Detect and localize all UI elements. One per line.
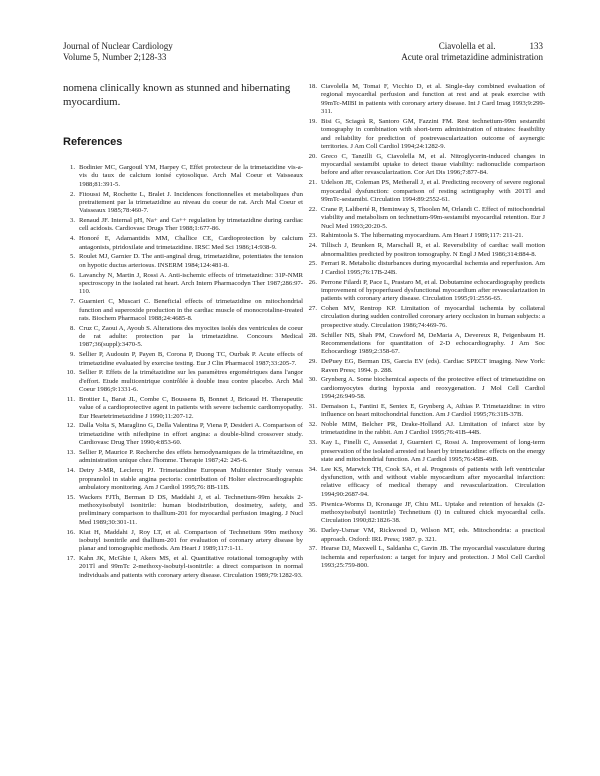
reference-text: Sellier P, Audouin P, Payen B, Corona P, Duong TC, Ourbak P. Acute effects of trimetazidine evaluated by exercise testing. Eur J Clin Pharmacol 1987;33:205-7. [79, 351, 303, 367]
reference-number: 20. [308, 152, 317, 160]
reference-item [63, 529, 303, 554]
reference-item [63, 298, 303, 323]
reference-number: 1. [69, 164, 75, 171]
reference-item [305, 83, 545, 116]
reference-item [63, 449, 303, 466]
reference-number: 36. [308, 527, 317, 535]
journal-name: Journal of Nuclear Cardiology [63, 41, 173, 51]
reference-number: 28. [308, 331, 317, 339]
reference-text: Bisi G, Sciagrà R, Santoro GM, Fazzini FM. Rest technetium-99m sestamibi tomography in combination with short-term administration of nitrates: feasibility and reliability for prediction of postrevascularization outcome of asynergic territories. J Am Coll Cardiol 1994;24:1282-9. [321, 117, 545, 150]
reference-item [305, 232, 545, 240]
reference-text: Fitoussi M, Rochette L, Bralet J. Incidences fonctionnelles et metaboliques d'un pretraitement par la trimetazidine au niveau du coeur de rat. Arch Mal Coeur et Vaisseaux 1985;78:460-7. [79, 190, 303, 215]
reference-number: 24. [308, 242, 317, 250]
reference-number: 14. [66, 467, 75, 475]
reference-item [63, 164, 303, 189]
reference-text: Demaison L, Fantini E, Sentex E, Grynberg A, Athias P. Trimetazidine: in vitro influence on heart mitochondrial function. Am J Cardiol 1995;76:31B-37B. [321, 402, 545, 419]
reference-number: 30. [308, 376, 317, 384]
reference-item [63, 325, 303, 350]
reference-item [305, 179, 545, 204]
header-authors: Ciavolella et al. [438, 41, 496, 51]
reference-text: Greco C, Tanzilli G, Ciavolella M, et al. Nitroglycerin-induced changes in myocardial sestamibi uptake to detect tissue viability: radionuclide comparison before and after revascularization. Cor Art Dis 1996;7:877-84. [321, 152, 545, 177]
reference-text: Cohen MV, Rentrop KP. Limitation of myocardial ischemia by collateral circulation during sudden controlled coronary artery occlusion in human subjects: a prospective study. Circulation 1986;74:469-76. [321, 305, 545, 329]
reference-number: 4. [69, 235, 75, 243]
journal-volume: Volume 5, Number 2;128-33 [63, 52, 167, 62]
reference-number: 23. [308, 232, 317, 240]
reference-text: Kay L, Finelli C, Aussedat J, Guarnieri C, Rossi A. Improvement of long-term preservation of the isolated arrested rat heart by trimetazidine: effects on the energy state and mitochondrial function. Am J Cardiol 1995;76:45B-49B. [321, 439, 545, 463]
reference-text: Lee KS, Marwick TH, Cook SA, et al. Prognosis of patients with left ventricular dysfunction, with and without viable myocardium after myocardial infarction: relative efficacy of medical therapy and revascularization. Circulation 1994;90:2687-94. [321, 465, 545, 498]
reference-text: Crane P, Laliberté R, Heminway S, Thoolen M, Orlandi C. Effect of mitochondrial viability and metabolism on technetium-99m-sestamibi myocardial retention. Eur J Nucl Med 1993;20:20-5. [321, 205, 545, 230]
reference-item [63, 351, 303, 368]
reference-number: 15. [66, 493, 75, 501]
reference-text: Ciavolella M, Tomai F, Vicchio D, et al. Single-day combined evaluation of regional myocardial perfusion and function at rest and at peak exercise with 99mTc-MIBI in patients with coronary artery disease. Int J Card Imag 1993;9:299-311. [321, 83, 545, 116]
reference-text: Roulet MJ, Garnier D. The anti-anginal drug, trimetazidine, potentiates the tension on hypotic ductus arteriosus. INSERM 1984;124:481-8. [79, 253, 303, 269]
reference-text: Wackers FJTh, Berman D DS, Maddahi J, et al. Technetium-99m hexakis 2-methoxyisobutyl isonitrile: human biodistribution, dosimetry, safety, and preliminary comparison to thallium-201 for myocardial perfusion imaging. J Nucl Med 1989;30:301-11. [79, 493, 303, 526]
reference-text: Honoré E, Adamantidis MM, Challice CE, Cardioprotection by calcium antagonists, piridoxilate and trimetazidine. IRSC Med Sci 1986;14:938-9. [79, 235, 303, 251]
reference-number: 13. [66, 449, 75, 456]
reference-item [63, 253, 303, 270]
reference-number: 2. [69, 190, 75, 198]
reference-item [63, 369, 303, 394]
reference-number: 35. [308, 500, 317, 508]
reference-number: 18. [308, 83, 317, 90]
reference-text: Rahimtoola S. The hibernating myocardium. Am Heart J 1989;117: 211-21. [321, 232, 524, 240]
reference-text: Tillisch J, Brunken R, Marschall R, et al. Reversibility of cardiac wall motion abnormalities predicted by positron tomography. N Engl J Med 1986;314:884-8. [321, 242, 545, 258]
reference-item [63, 272, 303, 297]
reference-number: 10. [66, 369, 75, 377]
reference-item [305, 439, 545, 464]
reference-text: Detry J-MR, Leclercq PJ. Trimetazidine European Multicenter Study versus propranolol in stable angina pectoris: contribution of Holter electrocardiographic ambulatory monitoring. Am J Cardiol 1995;76: 8B-11B. [79, 467, 303, 491]
reference-item [63, 191, 303, 216]
reference-text: Sellier P, Maurice P. Recherche des effets hemodynamiques de la trimétazidine, en administration unique chez l'homme. Therapie 1987;42: 245-6. [79, 449, 303, 465]
reference-item [63, 235, 303, 252]
page-number: 133 [529, 41, 543, 51]
reference-number: 9. [69, 351, 75, 359]
reference-item [63, 217, 303, 234]
reference-number: 22. [308, 205, 317, 213]
reference-item [63, 555, 303, 580]
reference-number: 7. [69, 298, 75, 306]
reference-item [305, 358, 545, 375]
reference-number: 5. [69, 253, 75, 261]
reference-text: Lavanchy N, Martin J, Rossi A. Anti-ischemic effects of trimetazidine: 31P-NMR spectroscopy in the isolated rat heart. Arch Intern Pharmacodyn Ther 1987;286:97-110. [79, 271, 303, 296]
reference-number: 3. [69, 217, 75, 225]
reference-item [305, 403, 545, 420]
running-header-left [63, 41, 173, 63]
reference-text: Ferrari R. Metabolic disturbances during myocardial ischemia and reperfusion. Am J Cardiol 1995;76:17B-24B. [321, 260, 545, 276]
reference-text: Noble MIM, Belcher PR, Drake-Holland AJ. Limitation of infarct size by trimetazidine in the rabbit. Am J Cardiol 1995;76:41B-44B. [321, 421, 545, 437]
reference-text: Kahn JK, McGhie I, Akers MS, et al. Quantitative rotational tomography with 201Tl and 99mTc 2-methoxy-isobutyl-isonitrile: a direct comparison in normal individuals and patients with coronary artery disease. Circulation 1989;79:1282-93. [79, 555, 303, 579]
reference-item [63, 396, 303, 421]
reference-number: 32. [308, 421, 317, 429]
reference-number: 31. [308, 402, 317, 410]
reference-number: 6. [69, 271, 75, 279]
reference-number: 19. [308, 117, 317, 125]
reference-item [305, 527, 545, 544]
reference-item [305, 153, 545, 178]
reference-list-left [63, 164, 303, 580]
reference-number: 27. [308, 305, 317, 313]
reference-number: 34. [308, 465, 317, 473]
reference-item [305, 332, 545, 357]
reference-text: Cruz C, Zaoui A, Ayoub S. Alterations des myocites isolés des ventricules de coeur de rat adulte: protection par la trimetazidine. Concours Medical 1987;36(suppl):3470-5. [79, 324, 303, 349]
right-column [305, 83, 545, 572]
reference-text: Hearse DJ, Maxwell L, Saldanha C, Gavin JB. The myocardial vasculature during ischemia and reperfusion: a target for injury and protection. J Mol Cell Cardiol 1993;25:759-800. [321, 545, 545, 570]
references-heading: References [63, 136, 123, 148]
left-column [63, 82, 303, 582]
reference-text: Renaud JF. Internal pH, Na+ and Ca++ regulation by trimetazidine during cardiac cell acidosis. Cardiovasc Drugs Ther 1988;1:677-86. [79, 217, 303, 233]
reference-text: Bodinier MC, Gargouil YM, Harpey C, Effet protecteur de la trimetazidine vis-a-vis du taux de calcium ionisé cytosolique. Arch Mal Coeur et Vaisseaux 1988;81:391-5. [79, 164, 303, 188]
reference-number: 29. [308, 358, 317, 366]
reference-item [305, 305, 545, 330]
reference-item [305, 545, 545, 570]
reference-text: Udelson JE, Coleman PS, Metherall J, et al. Predicting recovery of severe regional myocardial dysfunction: comparison of resting scintigraphy with 201Tl and 99mTc-sestamibi. Circulation 1994:89:2552-61. [321, 179, 545, 203]
reference-item [305, 118, 545, 151]
reference-number: 12. [66, 422, 75, 430]
reference-number: 16. [66, 528, 75, 536]
reference-number: 8. [69, 324, 75, 332]
continued-body-text: nomena clinically known as stunned and hibernating myocardium. [63, 82, 291, 108]
header-short-title: Acute oral trimetazidine administration [401, 52, 543, 62]
reference-number: 11. [66, 395, 75, 403]
reference-number: 17. [66, 555, 75, 563]
reference-item [305, 279, 545, 304]
reference-text: Perrone Filardi P, Pace L, Prastaro M, et al. Dobutamine echocardiography predicts improvement of hypoperfused dysfunctional myocardium after revascularization in patients with coronary artery disease. Circulation 1995;91:2556-65. [321, 278, 545, 303]
reference-item [63, 494, 303, 527]
reference-text: Darley-Usmar VM, Rickwood D, Wilson MT, eds. Mitochondria: a practical approach. Oxford: IRL Press; 1987. p. 321. [321, 527, 545, 543]
reference-item [305, 260, 545, 277]
reference-text: Grynberg A. Some biochemical aspects of the protective effect of trimetazidine on cardiomyocytes during hypoxia and reoxygenation. J Mol Cell Cardiol 1994;26:949-58. [321, 376, 545, 401]
reference-text: Kiat H, Maddahi J, Roy LT, et al. Comparison of Technetium 99m methoxy isobutyl isonitrile and thallium-201 for evaluation of coronary artery disease by planar and tomographic methods. Am Heart J 1989;117:1-11. [79, 528, 303, 553]
reference-number: 37. [308, 545, 317, 553]
reference-list-right [305, 83, 545, 570]
reference-item [63, 467, 303, 492]
reference-item [305, 242, 545, 259]
reference-item [305, 376, 545, 401]
reference-item [305, 206, 545, 231]
reference-number: 33. [308, 439, 317, 447]
reference-text: Sellier P. Effets de la trimétazidine sur les paramètres ergométriques dans l'angor d'effort. Etude multicentrique contrôlée à double insu contre placebo. Arch Mal Coeur 1986;9:1331-6. [79, 369, 303, 394]
reference-text: DePuey EG, Berman DS, Garcia EV (eds). Cardiac SPECT imaging. New York: Raven Press; 1994. p. 288. [321, 358, 545, 374]
reference-item [305, 421, 545, 438]
reference-number: 26. [308, 278, 317, 286]
reference-text: Brottier L, Barat JL, Combe C, Boussens B, Bonnet J, Bricaud H. Therapeutic value of a cardioprotective agent in patients with severe ischemic cardiomyopathy. Eur Heartetrimetazidine J 1990;11:207-12. [79, 395, 303, 420]
reference-text: Guarnieri C, Muscari C. Beneficial effects of trimetazidine on mitochondrial function and superoxide production in the cardiac muscle of monocrotaline-treated rats. Biochem Pharmacol 1988;24:4685-8. [79, 298, 303, 322]
running-header-right [367, 41, 543, 63]
reference-text: Schiller NB, Shah PM, Crawford M, DeMaria A, Devereux R, Feigenbaum H. Recommendations for quantitation of 2-D echocardiography. J Am Soc Echocardiogr 1989;2:358-67. [321, 331, 545, 356]
reference-number: 21. [308, 179, 317, 187]
reference-item [63, 422, 303, 447]
reference-text: Dalla Volta S, Maraglino G, Della Valentina P, Viena P, Desideri A. Comparison of trimetazidine with nifedipine in effort angina: a double-blind crossover study. Cardiovasc Drug Ther 1990;4:853-60. [79, 422, 303, 447]
reference-item [305, 501, 545, 526]
reference-text: Piwnica-Worms D, Kronauge JF, Chiu ML. Uptake and retention of hexakis (2-methoxyisobutyl isonitrile) Technetium (I) in cultured chick myocardial cells. Circulation 1990;82:1826-38. [321, 500, 545, 525]
reference-number: 25. [308, 260, 317, 268]
reference-item [305, 466, 545, 499]
